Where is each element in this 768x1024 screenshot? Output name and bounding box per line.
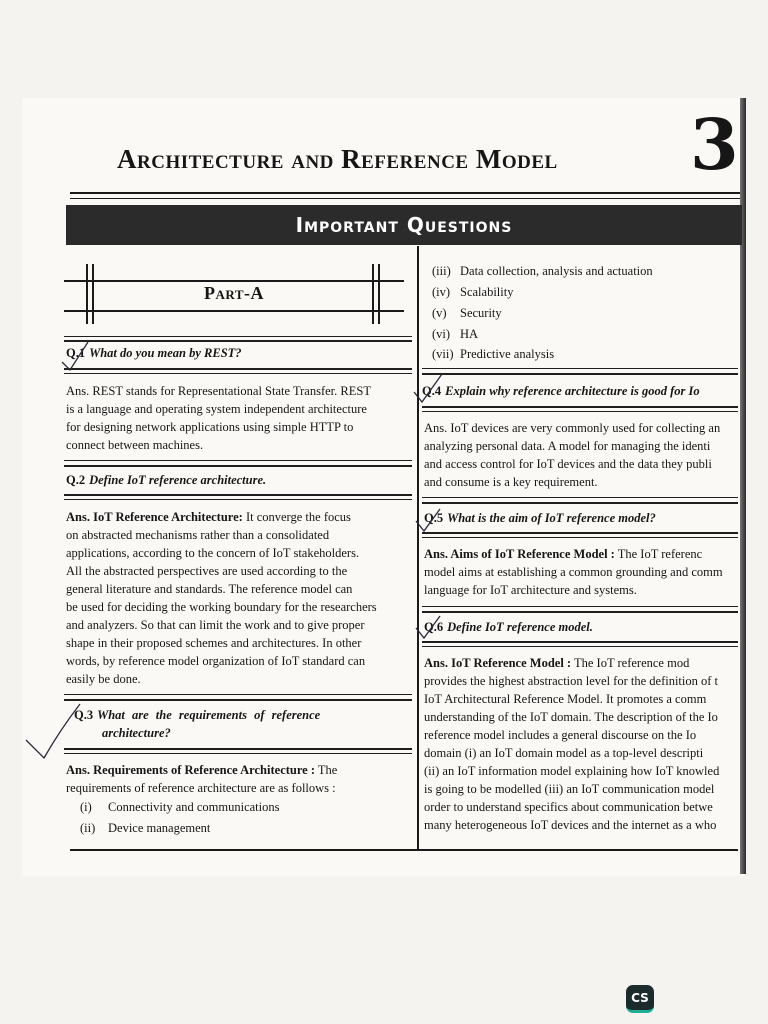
item-number: (iii) xyxy=(432,264,451,278)
question-rule xyxy=(422,502,738,504)
camscanner-logo: CS xyxy=(626,985,654,1013)
question-rule xyxy=(422,406,738,408)
answer-line: on abstracted mechanisms rather than a consolidated xyxy=(66,528,330,542)
answer-a1 xyxy=(66,382,408,454)
question-text: Explain why reference architecture is good for Io xyxy=(445,384,700,398)
list-item xyxy=(432,264,653,279)
question-number: Q.5 xyxy=(424,511,444,525)
question-rule xyxy=(422,646,738,647)
answer-a5 xyxy=(424,545,738,599)
question-rule xyxy=(422,641,738,643)
question-text: What do you mean by REST? xyxy=(89,346,242,360)
item-number: (ii) xyxy=(80,821,96,835)
answer-line: The xyxy=(317,763,338,777)
question-q4 xyxy=(422,384,738,399)
answer-line: easily be done. xyxy=(66,672,141,686)
handwritten-check-mark xyxy=(412,612,448,646)
answer-line: Ans. IoT devices are very commonly used for collecting an xyxy=(424,421,721,435)
item-text: Connectivity and communications xyxy=(108,800,280,814)
answer-line: general literature and standards. The reference model can xyxy=(66,582,353,596)
question-number: Q.4 xyxy=(422,384,442,398)
question-q2 xyxy=(66,473,266,488)
handwritten-check-mark xyxy=(410,372,450,412)
item-text: Predictive analysis xyxy=(460,347,555,361)
question-number: Q.2 xyxy=(66,473,86,487)
part-a-rule-top xyxy=(64,280,404,282)
part-a-rule-bottom xyxy=(64,310,404,312)
question-rule xyxy=(64,368,412,370)
item-number: (vii) xyxy=(432,347,454,361)
list-item xyxy=(432,347,554,362)
question-rule xyxy=(64,699,412,701)
list-item xyxy=(432,285,513,300)
question-rule xyxy=(64,340,412,342)
answer-line: connect between machines. xyxy=(66,438,204,452)
question-rule xyxy=(64,694,412,695)
question-rule xyxy=(64,753,412,754)
answer-line: (ii) an IoT information model explaining how IoT knowled xyxy=(424,764,720,778)
answer-lead: Ans. Aims of IoT Reference Model : xyxy=(424,547,615,561)
answer-line: provides the highest abstraction level for the definition of t xyxy=(424,674,719,688)
question-rule xyxy=(422,411,738,412)
answer-line: is going to be modelled (iii) an IoT communication model xyxy=(424,782,715,796)
important-questions-banner: Important Questions xyxy=(66,205,742,245)
question-text: What is the aim of IoT reference model? xyxy=(447,511,656,525)
handwritten-check-mark xyxy=(20,700,95,770)
question-number: Q.1 xyxy=(66,346,86,360)
question-rule xyxy=(64,373,412,374)
handwritten-check-mark xyxy=(412,505,448,539)
page-bottom-rule xyxy=(70,849,738,851)
question-q5 xyxy=(424,511,656,526)
question-rule xyxy=(422,368,738,369)
item-text: Device management xyxy=(108,821,211,835)
handwritten-check-mark xyxy=(58,340,108,380)
question-q3 xyxy=(74,708,408,723)
question-text: What are the requirements of reference xyxy=(97,708,321,722)
item-text: Security xyxy=(460,306,502,320)
answer-line: understanding of the IoT domain. The description of the Io xyxy=(424,710,718,724)
question-rule xyxy=(422,537,738,538)
question-rule xyxy=(64,336,412,337)
answer-line: applications, according to the concern of IoT stakeholders. xyxy=(66,546,360,560)
answer-line: and access control for IoT devices and the data they publi xyxy=(424,457,712,471)
question-rule xyxy=(64,494,412,496)
question-q6 xyxy=(424,620,593,635)
chapter-number: 3 xyxy=(690,103,739,186)
answer-line: requirements of reference architecture are as follows : xyxy=(66,781,336,795)
answer-line: order to understand specifics about communication betwe xyxy=(424,800,713,814)
answer-lead: Ans. IoT Reference Model : xyxy=(424,656,572,670)
column-divider xyxy=(417,246,419,850)
question-rule xyxy=(422,606,738,607)
answer-line: It converge the focus xyxy=(245,510,351,524)
item-number: (vi) xyxy=(432,327,451,341)
answer-line: words, by reference model organization of IoT standard can xyxy=(66,654,366,668)
answer-line: and analyzers. So that can limit the work and to give proper xyxy=(66,618,365,632)
answer-line: analyzing personal data. A model for managing the identi xyxy=(424,439,711,453)
answer-a2 xyxy=(66,508,408,688)
part-a-label: Part-A xyxy=(204,283,264,303)
answer-line: many heterogeneous IoT devices and the internet as a who xyxy=(424,818,717,832)
question-rule xyxy=(422,611,738,613)
answer-lead: Ans. IoT Reference Architecture: xyxy=(66,510,243,524)
question-number: Q.3 xyxy=(74,708,94,722)
answer-a3 xyxy=(66,761,408,797)
question-q3-cont: architecture? xyxy=(102,726,171,740)
question-rule xyxy=(64,499,412,500)
answer-a6 xyxy=(424,654,738,834)
answer-line: domain (i) an IoT domain model as a top-level descripti xyxy=(424,746,704,760)
answer-line: reference model includes a general discourse on the Io xyxy=(424,728,697,742)
item-number: (iv) xyxy=(432,285,451,299)
question-rule xyxy=(422,532,738,534)
answer-line: The IoT reference mod xyxy=(574,656,690,670)
answer-line: language for IoT architecture and systems. xyxy=(424,583,637,597)
chapter-rule-thin xyxy=(70,198,740,199)
question-number: Q.6 xyxy=(424,620,444,634)
answer-line: be used for deciding the working boundary for the researchers xyxy=(66,600,377,614)
answer-line: Ans. REST stands for Representational State Transfer. REST xyxy=(66,384,371,398)
item-number: (v) xyxy=(432,306,447,320)
list-item xyxy=(432,306,502,321)
question-text: Define IoT reference model. xyxy=(447,620,593,634)
question-text: Define IoT reference architecture. xyxy=(89,473,267,487)
list-item xyxy=(432,327,478,342)
answer-line: for designing network applications using simple HTTP to xyxy=(66,420,354,434)
item-text: Data collection, analysis and actuation xyxy=(460,264,653,278)
item-number: (i) xyxy=(80,800,92,814)
item-text: Scalability xyxy=(460,285,514,299)
part-a-box xyxy=(64,272,404,318)
answer-line: The IoT referenc xyxy=(617,547,703,561)
list-item xyxy=(80,800,280,815)
chapter-title: Architecture and Reference Model xyxy=(117,144,558,174)
answer-line: and consume is a key requirement. xyxy=(424,475,598,489)
chapter-rule xyxy=(70,192,740,194)
answer-lead: Ans. Requirements of Reference Architecture : xyxy=(66,763,316,777)
answer-line: IoT Architectural Reference Model. It promotes a comm xyxy=(424,692,707,706)
list-item xyxy=(80,821,210,836)
question-rule xyxy=(64,460,412,461)
question-rule xyxy=(422,373,738,375)
item-text: HA xyxy=(460,327,479,341)
question-rule xyxy=(64,748,412,750)
answer-line: All the abstracted perspectives are used according to the xyxy=(66,564,348,578)
question-rule xyxy=(64,465,412,467)
answer-line: shape in their proposed schemes and architectures. In other xyxy=(66,636,362,650)
answer-line: model aims at establishing a common grounding and comm xyxy=(424,565,723,579)
question-rule xyxy=(422,497,738,498)
answer-a4 xyxy=(424,419,738,491)
answer-line: is a language and operating system independent architecture xyxy=(66,402,367,416)
